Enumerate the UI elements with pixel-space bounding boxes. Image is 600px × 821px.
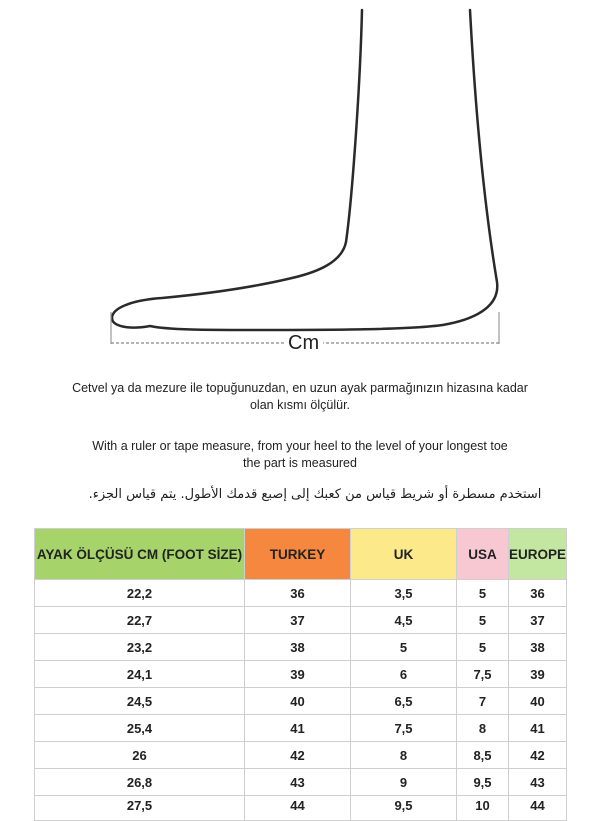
cell-uk: 5 bbox=[351, 634, 457, 661]
cell-usa: 9,5 bbox=[457, 769, 509, 796]
cell-usa: 8 bbox=[457, 715, 509, 742]
cell-uk: 4,5 bbox=[351, 607, 457, 634]
instruction-line: With a ruler or tape measure, from your heel to the level of your longest toe bbox=[92, 439, 508, 453]
cell-europe: 41 bbox=[509, 715, 567, 742]
cell-turkey: 37 bbox=[245, 607, 351, 634]
header-foot-size: AYAK ÖLÇÜSÜ CM (FOOT SİZE) bbox=[35, 529, 245, 580]
cell-usa: 8,5 bbox=[457, 742, 509, 769]
instruction-line: olan kısmı ölçülür. bbox=[249, 398, 351, 412]
cell-europe: 38 bbox=[509, 634, 567, 661]
cell-foot-cm: 22,2 bbox=[35, 580, 245, 607]
cell-europe: 37 bbox=[509, 607, 567, 634]
cell-foot-cm: 23,2 bbox=[35, 634, 245, 661]
instructions-arabic: استخدم مسطرة أو شريط قياس من كعبك إلى إصبع قدمك الأطول. يتم قياس الجزء. bbox=[88, 487, 542, 502]
cell-uk: 6 bbox=[351, 661, 457, 688]
header-turkey: TURKEY bbox=[245, 529, 351, 580]
cell-turkey: 38 bbox=[245, 634, 351, 661]
foot-outline-illustration bbox=[0, 0, 600, 365]
header-usa: USA bbox=[457, 529, 509, 580]
cell-foot-cm: 26 bbox=[35, 742, 245, 769]
table-row bbox=[35, 634, 567, 661]
cell-foot-cm: 24,5 bbox=[35, 688, 245, 715]
cell-europe: 44 bbox=[509, 796, 567, 821]
table-row bbox=[35, 769, 567, 796]
cell-uk: 9 bbox=[351, 769, 457, 796]
instruction-line: the part is measured bbox=[243, 456, 357, 470]
unit-label: Cm bbox=[284, 332, 323, 355]
table-row bbox=[35, 742, 567, 769]
cell-foot-cm: 26,8 bbox=[35, 769, 245, 796]
cell-turkey: 41 bbox=[245, 715, 351, 742]
cell-turkey: 43 bbox=[245, 769, 351, 796]
cell-usa: 5 bbox=[457, 580, 509, 607]
cell-europe: 42 bbox=[509, 742, 567, 769]
table-row bbox=[35, 607, 567, 634]
cell-europe: 40 bbox=[509, 688, 567, 715]
instructions-english bbox=[0, 438, 600, 472]
foot-outline-icon bbox=[112, 10, 497, 330]
cell-usa: 5 bbox=[457, 607, 509, 634]
table-row bbox=[35, 796, 567, 821]
cell-turkey: 36 bbox=[245, 580, 351, 607]
cell-foot-cm: 24,1 bbox=[35, 661, 245, 688]
cell-europe: 43 bbox=[509, 769, 567, 796]
header-uk: UK bbox=[351, 529, 457, 580]
cell-uk: 3,5 bbox=[351, 580, 457, 607]
table-row bbox=[35, 688, 567, 715]
instruction-line: Cetvel ya da mezure ile topuğunuzdan, en uzun ayak parmağınızın hizasına kadar bbox=[72, 381, 528, 395]
cell-uk: 6,5 bbox=[351, 688, 457, 715]
cell-usa: 7,5 bbox=[457, 661, 509, 688]
cell-turkey: 42 bbox=[245, 742, 351, 769]
cell-usa: 7 bbox=[457, 688, 509, 715]
cell-uk: 9,5 bbox=[351, 796, 457, 821]
cell-usa: 10 bbox=[457, 796, 509, 821]
cell-europe: 36 bbox=[509, 580, 567, 607]
table-row bbox=[35, 715, 567, 742]
cell-uk: 8 bbox=[351, 742, 457, 769]
table-row bbox=[35, 661, 567, 688]
cell-foot-cm: 22,7 bbox=[35, 607, 245, 634]
table-row bbox=[35, 580, 567, 607]
cell-foot-cm: 27,5 bbox=[35, 796, 245, 821]
cell-foot-cm: 25,4 bbox=[35, 715, 245, 742]
header-europe: EUROPE bbox=[509, 529, 567, 580]
cell-turkey: 44 bbox=[245, 796, 351, 821]
cell-turkey: 40 bbox=[245, 688, 351, 715]
table-header-row bbox=[35, 529, 567, 580]
instructions-turkish bbox=[0, 380, 600, 414]
cell-turkey: 39 bbox=[245, 661, 351, 688]
cell-uk: 7,5 bbox=[351, 715, 457, 742]
cell-europe: 39 bbox=[509, 661, 567, 688]
cell-usa: 5 bbox=[457, 634, 509, 661]
size-chart-table bbox=[34, 528, 567, 821]
